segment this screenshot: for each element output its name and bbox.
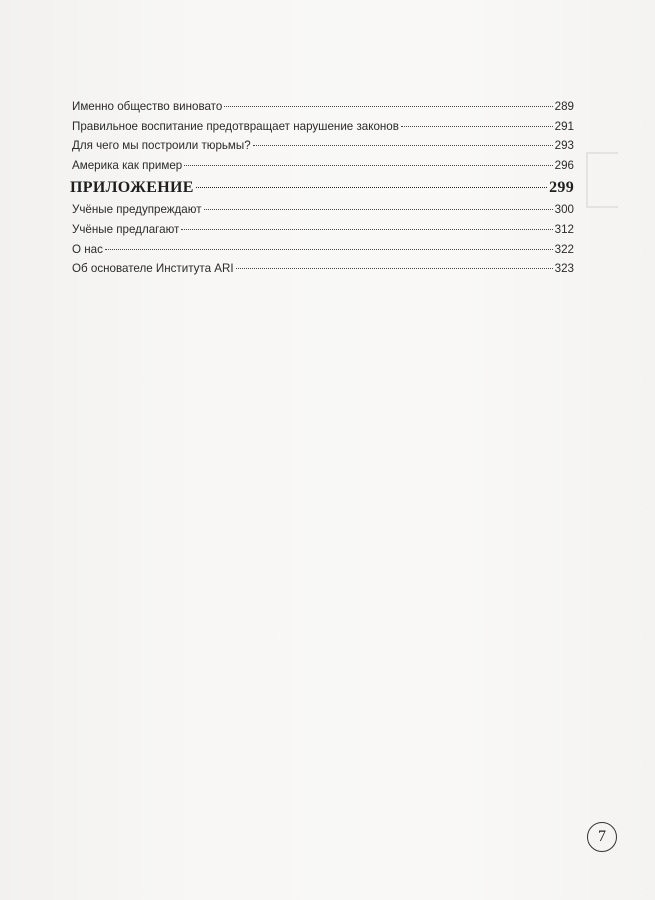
toc-leader-dots: [224, 98, 552, 110]
toc-entry[interactable]: [72, 97, 574, 117]
toc-leader-dots: [401, 118, 553, 130]
toc-leader-dots: [236, 261, 553, 273]
toc-entry[interactable]: [72, 156, 574, 176]
toc-leader-dots: [105, 241, 553, 253]
toc-section-title: ПРИЛОЖЕНИЕ: [70, 179, 194, 197]
toc-entry[interactable]: [72, 240, 574, 260]
toc-section-page: 299: [549, 179, 574, 197]
page-number: 7: [587, 822, 617, 852]
toc-entry[interactable]: [72, 200, 574, 220]
toc-entry-page: 323: [554, 262, 574, 276]
toc-entry-page: 296: [554, 158, 574, 172]
toc-leader-dots: [204, 202, 553, 214]
toc-entry-title: О нас: [72, 242, 103, 256]
toc-entry-page: 312: [554, 222, 574, 236]
toc-entry-page: 300: [554, 203, 574, 217]
bleed-through-drop-cap: [586, 152, 618, 208]
toc-entry-title: Именно общество виновато: [72, 100, 223, 113]
toc-entry[interactable]: [72, 220, 574, 240]
toc-entry-page: 289: [554, 100, 574, 113]
toc-leader-dots: [181, 221, 552, 233]
toc-leader-dots: [253, 138, 553, 150]
toc-entry-page: 291: [554, 119, 574, 133]
toc-entry[interactable]: [72, 259, 574, 279]
toc-entry-title: Учёные предлагают: [72, 222, 180, 236]
toc-entry-title: Америка как пример: [72, 158, 183, 172]
toc-entry-page: 293: [554, 139, 574, 153]
toc-entry-title: Об основателе Института ARI: [72, 262, 234, 276]
toc-entry-title: Для чего мы построили тюрьмы?: [72, 139, 251, 153]
table-of-contents: [72, 97, 574, 279]
toc-entry-title: Правильное воспитание предотвращает нарушение законов: [72, 119, 399, 133]
toc-entry[interactable]: [72, 117, 574, 137]
toc-leader-dots: [184, 157, 552, 169]
toc-section-entry[interactable]: [70, 175, 574, 200]
toc-entry-page: 322: [554, 242, 574, 256]
toc-entry[interactable]: [72, 136, 574, 156]
toc-entry-title: Учёные предупреждают: [72, 203, 202, 217]
toc-leader-dots: [196, 176, 547, 192]
